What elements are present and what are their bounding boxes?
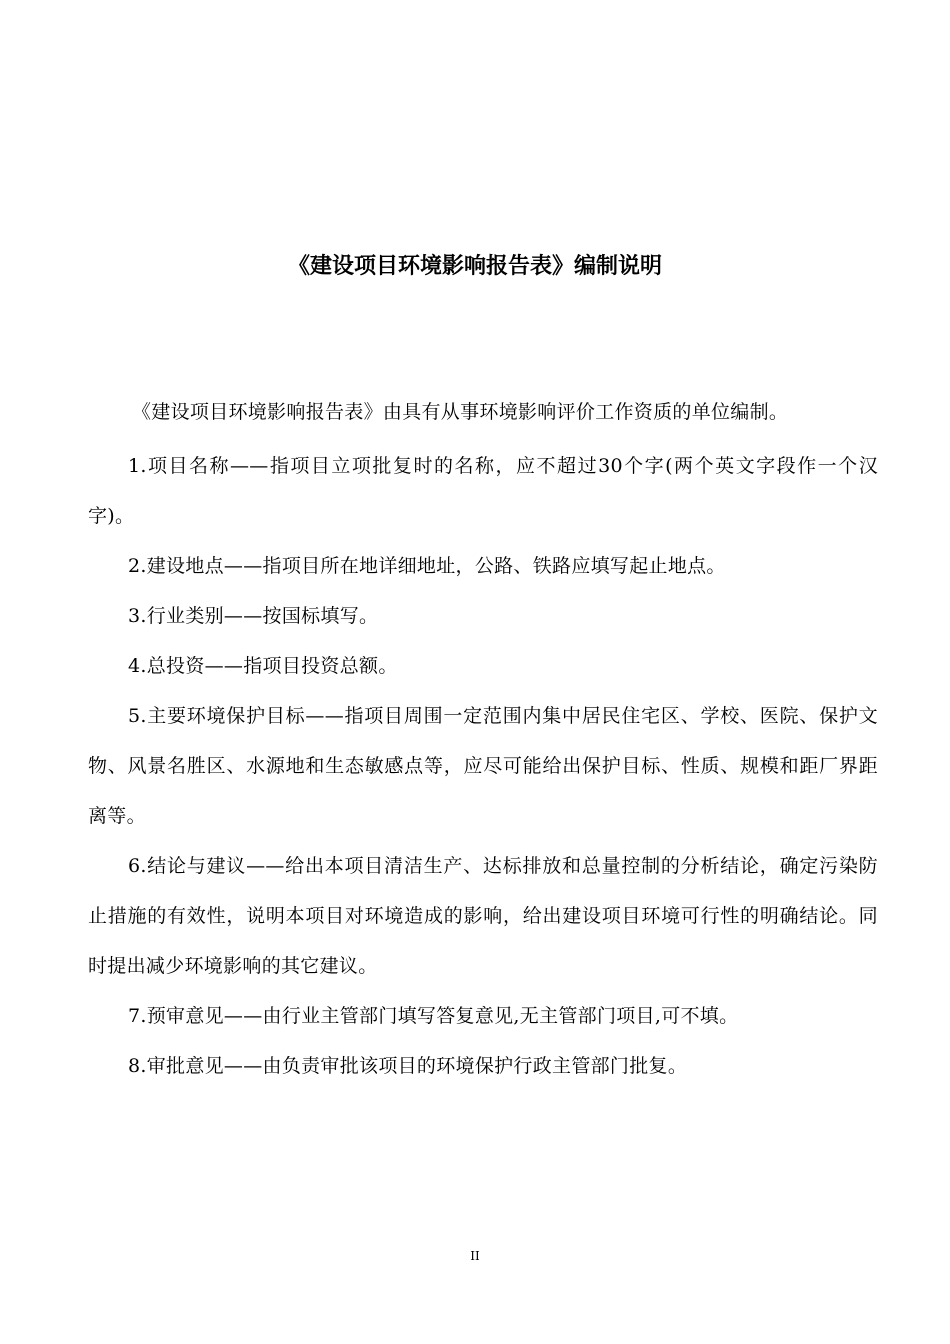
intro-paragraph: 《建设项目环境影响报告表》由具有从事环境影响评价工作资质的单位编制。 bbox=[132, 401, 789, 423]
item-approval-opinion: 8.审批意见——由负责审批该项目的环境保护行政主管部门批复。 bbox=[128, 1055, 688, 1077]
document-title: 《建设项目环境影响报告表》编制说明 bbox=[287, 254, 662, 279]
item-project-name: 1.项目名称——指项目立项批复时的名称，应不超过30个字(两个英文字段作一个汉字)。 bbox=[88, 455, 878, 527]
item-conclusions: 6.结论与建议——给出本项目清洁生产、达标排放和总量控制的分析结论，确定污染防止措施的有效性，说明本项目对环境造成的影响，给出建设项目环境可行性的明确结论。同时提出减少环境影响的其它建议。 bbox=[88, 855, 878, 977]
page-number: II bbox=[470, 1249, 480, 1263]
item-preliminary-review: 7.预审意见——由行业主管部门填写答复意见,无主管部门项目,可不填。 bbox=[128, 1005, 739, 1027]
document-body bbox=[88, 387, 878, 1091]
item-protection-targets: 5.主要环境保护目标——指项目周围一定范围内集中居民住宅区、学校、医院、保护文物、风景名胜区、水源地和生态敏感点等，应尽可能给出保护目标、性质、规模和距厂界距离等。 bbox=[88, 705, 878, 827]
item-industry-category: 3.行业类别——按国标填写。 bbox=[128, 605, 379, 627]
item-total-investment: 4.总投资——指项目投资总额。 bbox=[128, 655, 398, 677]
item-construction-site: 2.建设地点——指项目所在地详细地址，公路、铁路应填写起止地点。 bbox=[128, 555, 726, 577]
